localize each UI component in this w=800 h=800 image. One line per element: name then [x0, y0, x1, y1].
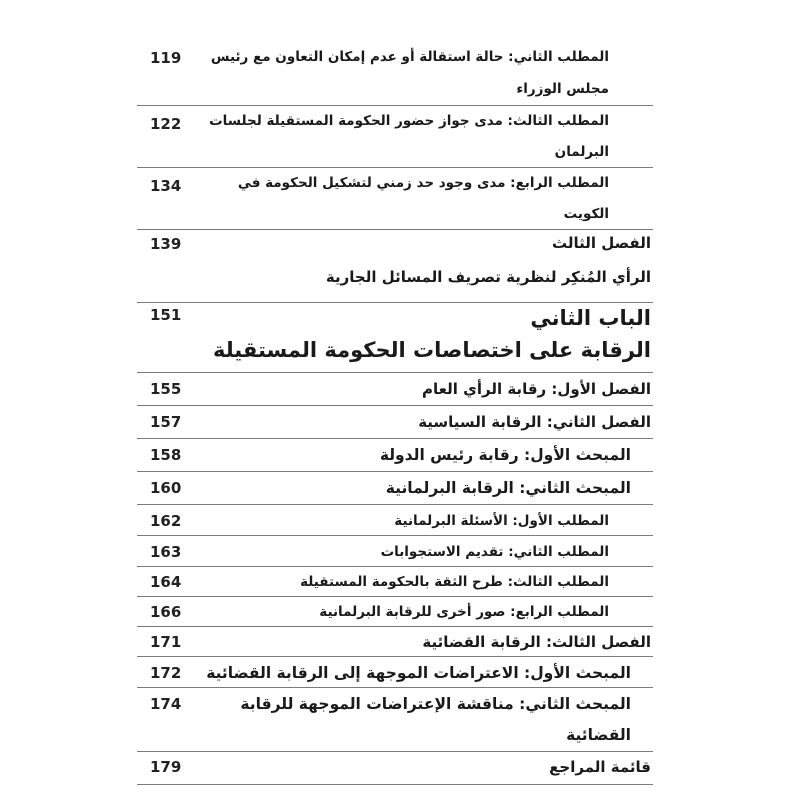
toc-entry — [137, 439, 653, 472]
toc-entry — [137, 40, 653, 106]
entry-title-line: المبحث الأول: الاعتراضات الموجهة إلى الرقابة القضائية — [206, 664, 631, 682]
page-number: 172 — [150, 664, 182, 682]
entry-title-line: المطلب الثالث: طرح الثقة بالحكومة المستقيلة — [300, 574, 609, 590]
page-number: 155 — [150, 380, 182, 398]
page-number: 164 — [150, 573, 182, 591]
toc-entry — [137, 505, 653, 536]
entry-title-line: الفصل الثالث: الرقابة القضائية — [422, 633, 651, 651]
toc-entry — [137, 657, 653, 688]
page-number: 139 — [150, 235, 182, 253]
toc-entry — [137, 752, 653, 785]
entry-title-line: قائمة المراجع — [549, 758, 651, 776]
entry-title-line: المطلب الثاني: حالة استقالة أو عدم إمكان التعاون مع رئيس — [210, 49, 609, 65]
part-subtitle: الرقابة على اختصاصات الحكومة المستقيلة — [212, 338, 651, 362]
divider — [137, 784, 653, 785]
page-number: 163 — [150, 543, 182, 561]
page-number: 160 — [150, 479, 182, 497]
entry-title-line: المبحث الثاني: مناقشة الإعتراضات الموجهة للرقابة — [240, 695, 631, 713]
entry-title-line: المطلب الرابع: مدى وجود حد زمني لتشكيل الحكومة في — [237, 175, 609, 191]
toc-entry — [137, 536, 653, 567]
toc-entry — [137, 303, 653, 373]
toc-entry — [137, 597, 653, 627]
entry-title-line: المبحث الأول: رقابة رئيس الدولة — [379, 446, 631, 464]
toc-entry — [137, 567, 653, 597]
entry-title-line: المطلب الرابع: صور أخرى للرقابة البرلمانية — [319, 604, 609, 620]
toc-entry — [137, 688, 653, 752]
entry-title-line: مجلس الوزراء — [516, 81, 609, 97]
toc-entry — [137, 230, 653, 303]
entry-title-line: البرلمان — [554, 144, 609, 160]
toc-entry — [137, 168, 653, 230]
page-number: 134 — [150, 177, 182, 195]
entry-title-line: الفصل الثاني: الرقابة السياسية — [418, 413, 651, 431]
page-number: 119 — [150, 49, 182, 67]
page-number: 151 — [150, 306, 182, 324]
page-number: 171 — [150, 633, 182, 651]
entry-title-line: الكويت — [563, 206, 609, 222]
page-number: 162 — [150, 512, 182, 530]
entry-title-line: الرأي المُنكِر لنظرية تصريف المسائل الجارية — [325, 268, 651, 286]
entry-title-line: الفصل الثالث — [551, 234, 651, 252]
entry-title-line: الفصل الأول: رقابة الرأي العام — [422, 380, 651, 398]
page-number: 174 — [150, 695, 182, 713]
page-number: 179 — [150, 758, 182, 776]
page-number: 166 — [150, 603, 182, 621]
page-number: 157 — [150, 413, 182, 431]
part-title: الباب الثاني — [530, 306, 651, 330]
entry-title-line: المبحث الثاني: الرقابة البرلمانية — [385, 479, 631, 497]
toc-entry — [137, 627, 653, 657]
entry-title-line: المطلب الثالث: مدى جواز حضور الحكومة المستقيلة لجلسات — [209, 113, 609, 129]
toc-entry — [137, 106, 653, 168]
entry-title-line: المطلب الأول: الأسئلة البرلمانية — [394, 513, 609, 529]
toc-entry — [137, 472, 653, 505]
toc-entry — [137, 373, 653, 406]
entry-title-line: القضائية — [566, 726, 631, 744]
page-number: 158 — [150, 446, 182, 464]
page-number: 122 — [150, 115, 182, 133]
toc-entry — [137, 406, 653, 439]
table-of-contents — [137, 40, 653, 785]
entry-title-line: المطلب الثاني: تقديم الاستجوابات — [380, 544, 609, 560]
